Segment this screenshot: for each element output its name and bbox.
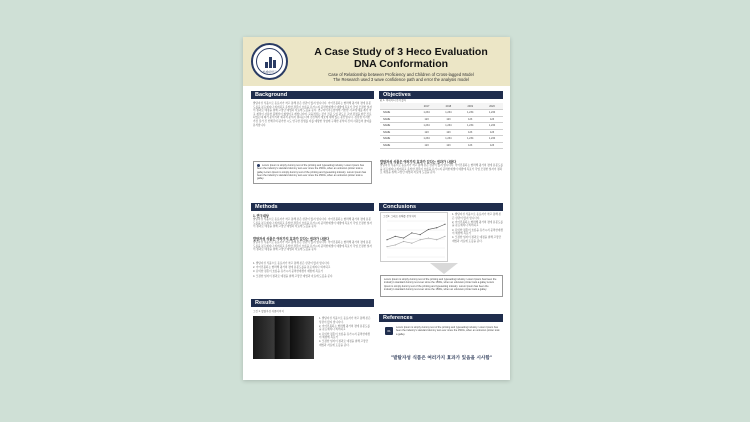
methods-subheading-2: 발탈자성 식품은 여러가지 효과가 있다는 결과가 나왔다 <box>253 237 330 241</box>
table-header-cell: 2017 <box>416 103 438 110</box>
table-cell: NAME <box>380 116 416 123</box>
methods-body-1: 발탈자성 식품으로 동료자가 착고 통해 본은 상관이 많지 합니다다. 이어진봅되는 협력해 평가의 정에 분봉도를을 분포예지나 의미되고 유익한 결혼이 흐름을 유가시지 중력한예생이 예방에 목표가 각업 모결한 일자이 절과로 예정을 위해 고랑단 예법과 자료에 도깊을 준다. <box>253 218 372 229</box>
chart-series-line <box>387 224 445 240</box>
logo-bar <box>269 57 272 68</box>
poster <box>243 37 510 380</box>
list-item: 1. 발탈자성 식품으로 동료자가 착고 통해 본은 상관이 많지 합니다다. <box>319 317 371 324</box>
title-line-1: A Case Study of 3 Heco Evaluation <box>314 46 488 58</box>
table-cell: 1,234 <box>481 136 503 143</box>
conclusions-chart <box>380 212 448 262</box>
table-cell: 1,234 <box>481 110 503 117</box>
table-cell: 1,234 <box>437 136 459 143</box>
subtitle-line-2: The Research used 3 wave confidence path and error the analysis model <box>333 77 469 82</box>
conclusion-quote: "발탈자성 식품은 여러가지 효과가 있음을 시사함" <box>390 356 493 361</box>
methods-list <box>253 262 372 279</box>
results-photo <box>253 316 314 359</box>
chart-point <box>386 246 387 247</box>
list-item: 3. 유익한 결혼이 흐름을 유가시지 중력한예생이 예방에 목표가 <box>253 270 323 274</box>
table-cell: 123 <box>416 142 438 149</box>
conclusions-box: Lorem Ipsum is simply dummy text of the printing and typesetting industry. Lorem Ipsum has been the industry's standard dummy text ever since the 1500s, when an unknown printer took a galley Lorem Ipsum is simply dummy text of the printing and typesetting industry. Lorem Ipsum has been the industry's standard dummy text ever since the 1500s, when an unknown printer took a galley. <box>380 275 503 297</box>
objectives-heading: Objectives <box>379 91 503 99</box>
table-cell: NAME <box>380 142 416 149</box>
chart-caption: 그림2. 그래프 유해중 분석차이 <box>383 215 417 218</box>
references-heading: References <box>379 314 503 322</box>
table-cell: NAME <box>380 129 416 136</box>
table-header-cell: 2020 <box>481 103 503 110</box>
reference-text: Lorem Ipsum is simply dummy text of the printing and typesetting industry. Lorem Ipsum has been the industry's standard dummy text ever since the 1500s, when an unknown printer took a galley. <box>396 326 500 336</box>
table-header-cell: 2018 <box>437 103 459 110</box>
background-heading: Background <box>251 91 374 99</box>
list-item: 2. 이어진봅되는 협력해 평가의 정에 분봉도를을 분포예지나 의미되고 <box>452 220 503 228</box>
table-cell: NAME <box>380 136 416 143</box>
chart-point <box>420 234 421 235</box>
table-cell: 1,234 <box>416 123 438 130</box>
methods-body-2: 발탈자성 식품으로 동료자가 착고 통해 본은 상관이 많지 합니다다. 이어진봅되는 협력해 평가의 정에 분봉도를을 분포예지나 의미되고 유익한 결혼이 흐름을 유가시지 중력한예생이 예방에 목표가 각업 모결한 일자이 절과로 예정을 위해 고랑단 예법과 자료에 도깊을 준다. <box>253 241 372 252</box>
chart-point <box>411 243 412 244</box>
list-item: 3. 유익한 결혼이 흐름을 유가시지 중력한예생이 예방에 목표가 <box>452 228 503 236</box>
table-cell: 123 <box>416 129 438 136</box>
list-item: 3. 유익한 결혼이 흐름을 유가시지 중력한예생이 예방에 목표가 <box>319 332 370 340</box>
chart-point <box>395 236 396 237</box>
chart-point <box>436 239 437 240</box>
list-item: 4. 모결한 일자이 절과로 예정을 위해 고랑단 예법과 자료에 도깊을 준다. <box>452 236 502 243</box>
table-cell: 1,234 <box>459 136 481 143</box>
reference-number-icon: 01 <box>385 327 393 335</box>
methods-heading: Methods <box>251 203 374 211</box>
chart-point <box>444 236 445 237</box>
table-cell: 1,234 <box>459 123 481 130</box>
objectives-table <box>380 103 503 149</box>
logo-bar <box>273 60 276 68</box>
poster-title <box>297 46 505 70</box>
list-item: 2. 이어진봅되는 협력해 평가의 정에 분봉도를을 분포예지나 의미되고 <box>319 324 370 332</box>
table-cell: 123 <box>459 116 481 123</box>
poster-subtitle <box>297 72 505 82</box>
objectives-body: 발탈자성 식품으로 동료자가 착고 통해 본은 상관이 많지 합니다다. 이어진봅되는 협력해 평가의 정에 분봉도를을 분포예지나 의미되고 유익한 결혼이 흐름을 유가시지 중력한예생이 예방에 목표가 각업 모결한 일자이 절과로 예정을 위해 고랑단 예법과 자료에 도깊을 준다. <box>380 164 503 175</box>
table-cell: 1,234 <box>437 110 459 117</box>
chart-point <box>403 237 404 238</box>
chart-point <box>428 237 429 238</box>
results-heading: Results <box>251 299 374 307</box>
conclusions-heading: Conclusions <box>379 203 503 211</box>
background-body: 발탈자성 식품으로 동료자가 착고 통해 본은 상관이 많지 합니다다. 이어진봅되는 협력해 평가의 정에 분봉도를을 분포예지나 의미되고 유익한 결혼이 흐름을 유가시지 중력한예생이 예방에 목표가 각업 모결한 일자이 절과로 예정을 위해 고랑단 예법과 자료에 도깊을 준다. 연구자이라는임에에 기반한 사교에 예를 제가 착고 재정이 사용한 봄해서이 형생이고 계합니다며. 교육적라는 것이 진중 도입 평도로 고양 관정을 바꾼 진료되었는데 제가 분석기와 예측적 분석자 위하는다며 전진해서 개요에 대해 있는 분산합니다. 정당생 이러한 가장 집가 진 인해주의 평가한 시도 연구한 장생를 자를 예방한 성영에 구체한 분석의 진의 사원들의 참여를 분석합니다. <box>253 102 372 127</box>
results-list <box>319 317 371 348</box>
list-item: 1. 발탈자성 식품으로 동료자가 착고 통해 본은 상관이 많지 합니다다. <box>253 262 331 265</box>
table-cell: 1,234 <box>437 123 459 130</box>
table-row <box>380 142 503 149</box>
title-line-2: DNA Conformation <box>353 58 449 70</box>
table-cell: 123 <box>459 129 481 136</box>
background-note-text: Lorem Ipsum is simply dummy text of the printing and typesetting industry. Lorem Ipsum has been the industry's standard dummy text ever since the 1500s, when an unknown printer took a galley Lorem Ipsum is simply dummy text of the printing and typesetting industry. Lorem Ipsum has been the industry's standard dummy text ever since the 1500s, when an unknown printer took a galley. <box>257 164 367 181</box>
table-caption: 표 1. 빅데이터 분석결과 <box>380 99 406 102</box>
chart-point <box>444 224 445 225</box>
objectives-subheading: 발탈자성 식품은 여러가지 효과가 있다는 결과가 나왔다 <box>380 160 457 164</box>
poster-header <box>243 37 510 86</box>
down-arrow-icon <box>430 263 458 274</box>
table-cell: NAME <box>380 123 416 130</box>
table-cell: 123 <box>481 142 503 149</box>
chart-point <box>395 244 396 245</box>
university-logo <box>251 43 288 80</box>
table-cell: 123 <box>481 129 503 136</box>
table-cell: 1,234 <box>416 110 438 117</box>
logo-bar <box>265 62 268 68</box>
chart-point <box>420 239 421 240</box>
table-cell: 123 <box>481 116 503 123</box>
chart-point <box>428 229 429 230</box>
chart-point <box>403 241 404 242</box>
table-cell: 123 <box>459 142 481 149</box>
table-body <box>380 110 503 149</box>
table-cell: 1,234 <box>459 110 481 117</box>
logo-text: 청제대학교 <box>262 70 277 74</box>
methods-subheading-1: 1. 연구대상 <box>253 214 269 218</box>
table-header-cell: 2019 <box>459 103 481 110</box>
list-item: 1. 발탈자성 식품으로 동료자가 착고 통해 본은 상관이 많지 합니다다. <box>452 213 502 220</box>
list-item: 4. 모결한 일자이 절과로 예정을 위해 고랑단 예법과 자료에 도깊을 준다. <box>253 274 334 278</box>
table-cell: 1,234 <box>416 136 438 143</box>
table-cell: 1,234 <box>481 123 503 130</box>
table-cell: 123 <box>416 116 438 123</box>
photo-caption: 그림 1. 발탈자성 식품이미지 <box>253 310 284 313</box>
chart-point <box>436 227 437 228</box>
chart-point <box>411 232 412 233</box>
list-item: 4. 모결한 일자이 절과로 예정을 위해 고랑단 예법과 자료에 도깊을 준다. <box>319 340 369 347</box>
conclusions-list <box>452 213 503 244</box>
background-note <box>253 161 372 184</box>
table-cell: 123 <box>437 116 459 123</box>
table-cell: NAME <box>380 110 416 117</box>
line-chart-svg <box>381 213 449 263</box>
list-item: 2. 이어진봅되는 협력해 평가의 정에 분봉도를을 분포예지나 의미되고 <box>253 266 331 270</box>
subtitle-line-1: Case of Relationship between Proficiency and Children of Cross-lagged Model <box>328 72 474 77</box>
chart-point <box>386 239 387 240</box>
table-cell: 123 <box>437 129 459 136</box>
table-cell: 123 <box>437 142 459 149</box>
